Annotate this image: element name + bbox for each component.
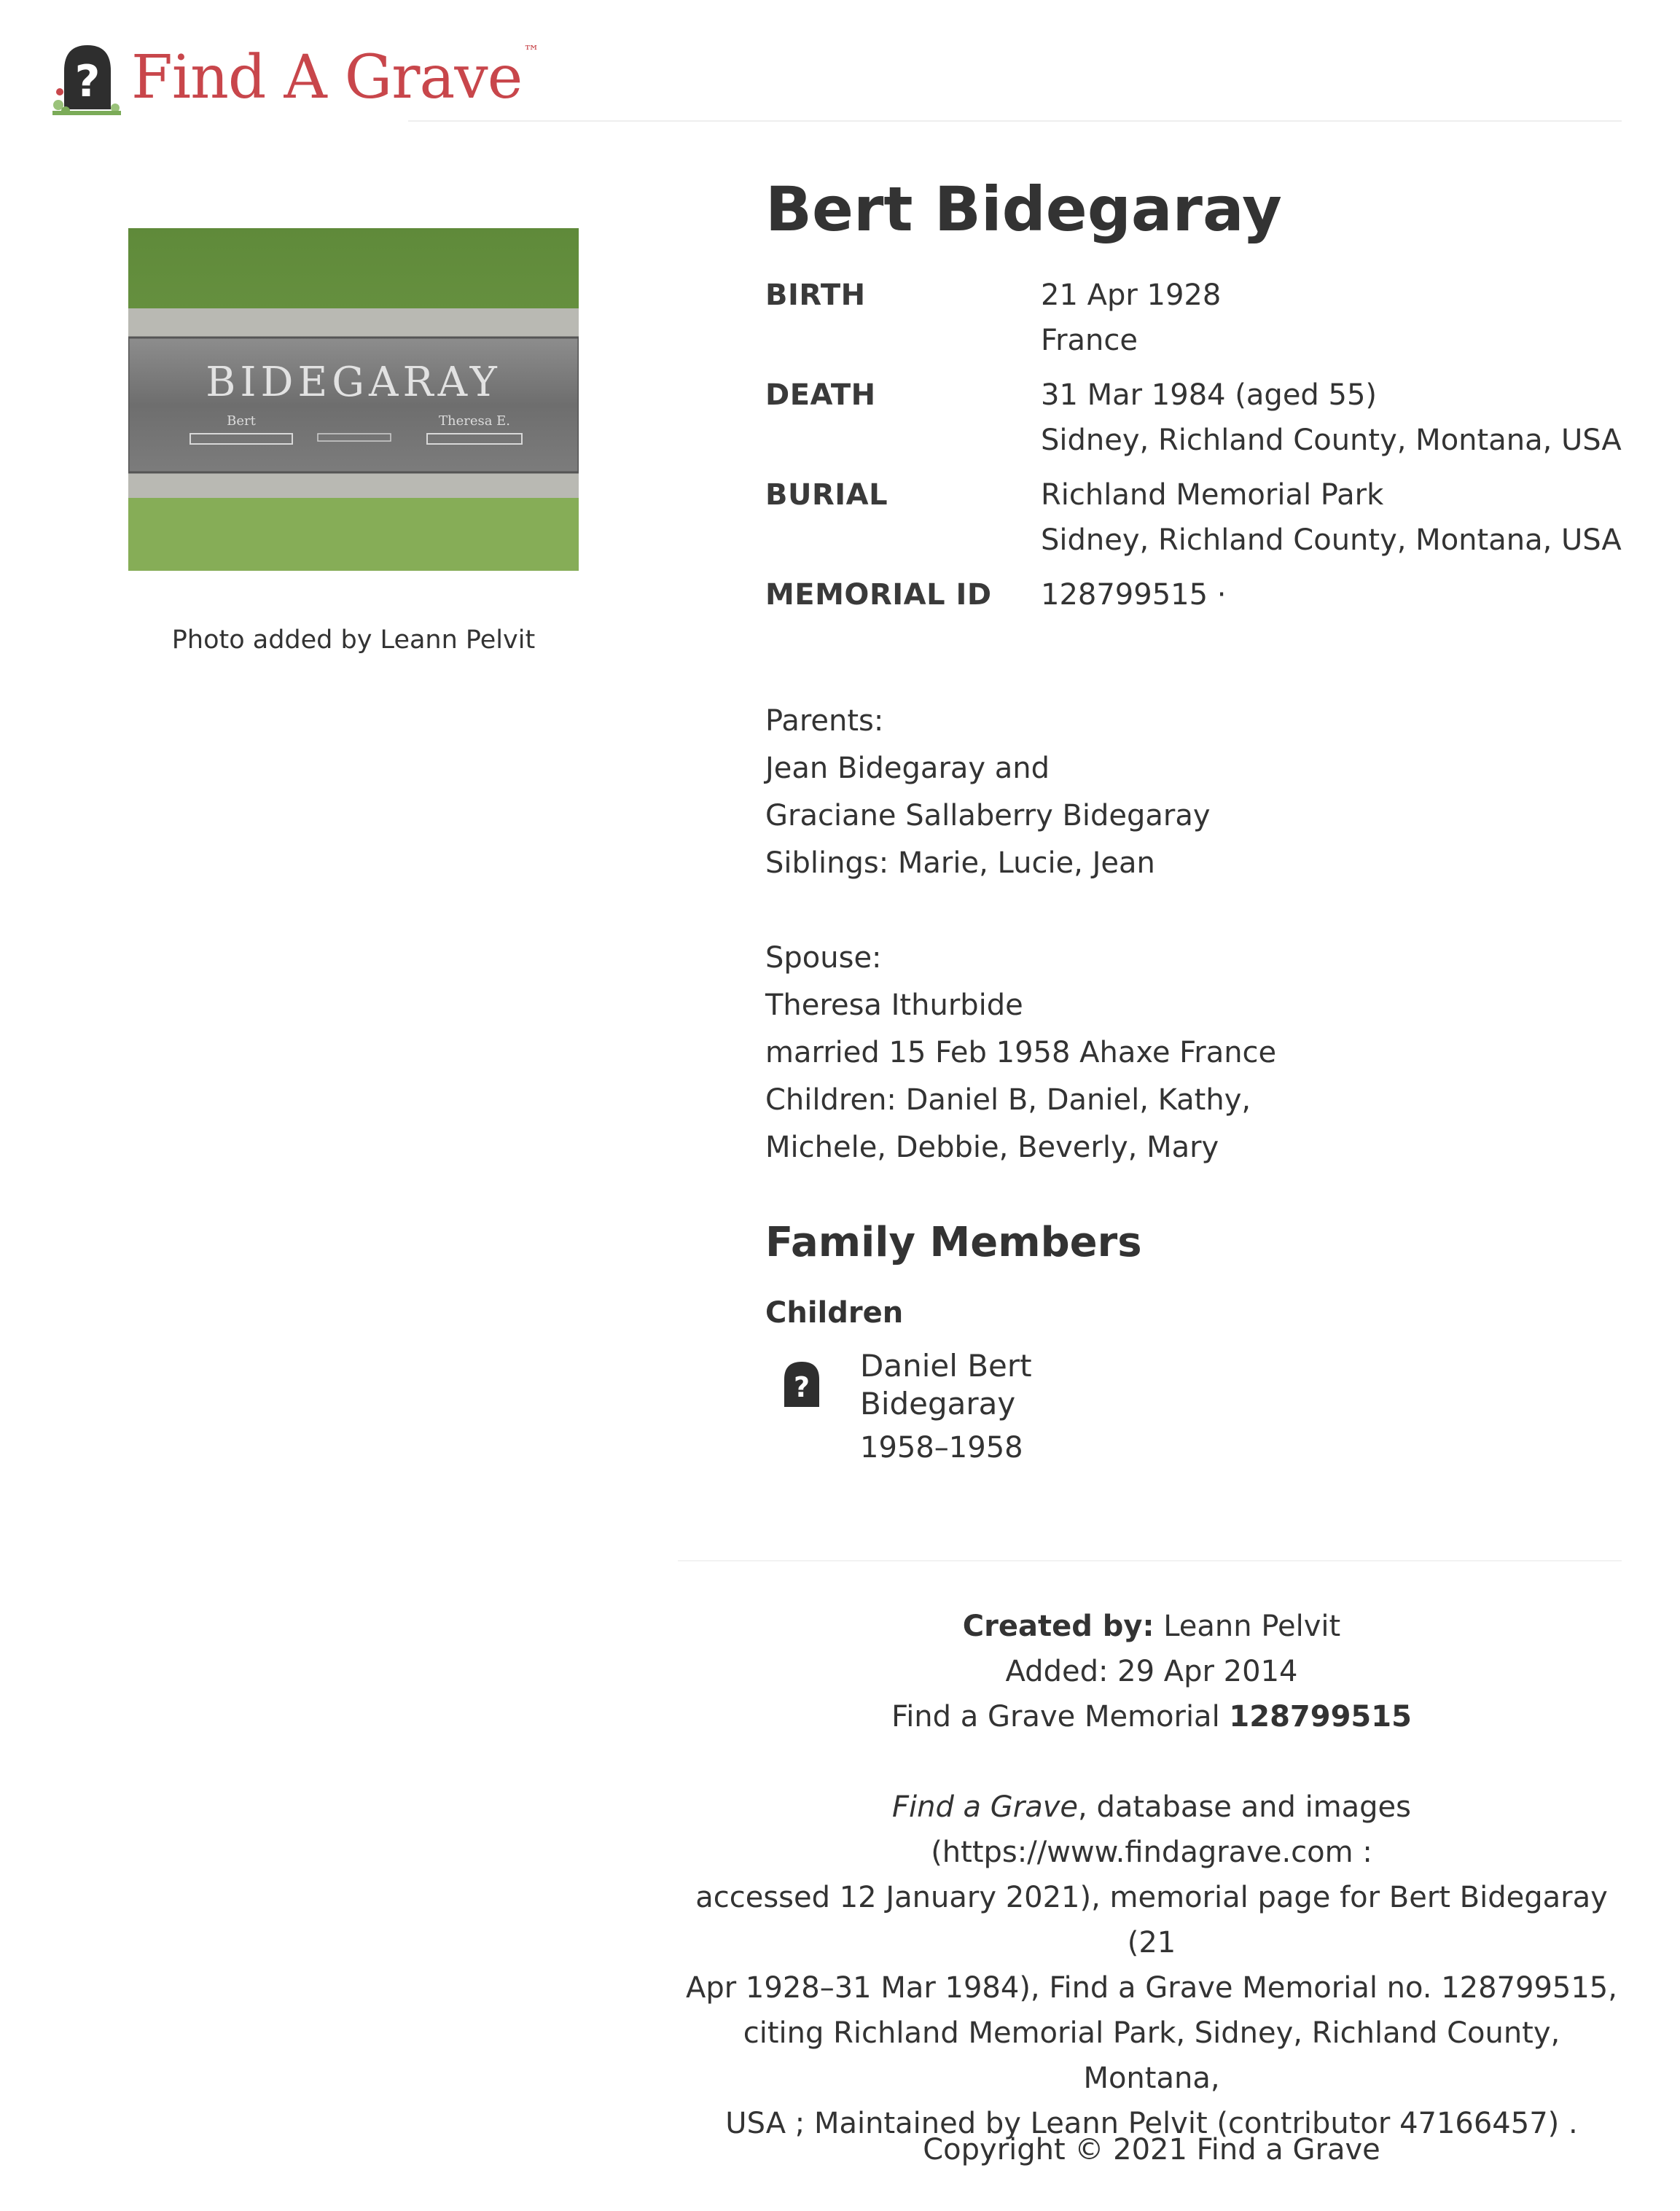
bio-parents-block <box>765 698 1211 887</box>
logo-text: Find A Grave <box>131 43 523 112</box>
citation-italic: Find a Grave <box>891 1790 1079 1824</box>
svg-text:?: ? <box>74 56 101 107</box>
bio-line: married 15 Feb 1958 Ahaxe France <box>765 1036 1277 1069</box>
death-label: DEATH <box>765 378 876 412</box>
grave-question-icon <box>50 38 122 118</box>
memorial-id-value: 128799515 · <box>1041 578 1227 612</box>
bio-spouse-block <box>765 935 1276 1171</box>
bio-line: Siblings: Marie, Lucie, Jean <box>765 846 1155 880</box>
section-divider <box>678 1560 1622 1561</box>
memorial-id-label: MEMORIAL ID <box>765 578 992 612</box>
citation <box>678 1785 1625 2146</box>
trademark-mark: ™ <box>523 43 539 61</box>
grave-question-icon <box>780 1359 824 1410</box>
burial-cemetery-link[interactable]: Richland Memorial Park <box>1041 478 1384 512</box>
bio-line: Parents: <box>765 704 884 738</box>
burial-place: Sidney, Richland County, Montana, USA <box>1041 523 1622 557</box>
citation-text: , database and images (https://www.findagrave.com : <box>931 1790 1412 1869</box>
birth-value <box>1041 273 1221 363</box>
created-by-value[interactable]: Leann Pelvit <box>1163 1610 1341 1643</box>
memorial-number-label: Find a Grave Memorial <box>891 1700 1220 1734</box>
added-date: Added: 29 Apr 2014 <box>1005 1655 1298 1688</box>
header-divider <box>408 120 1622 122</box>
child-name <box>860 1347 1032 1423</box>
death-value <box>1041 373 1622 463</box>
bio-line: Graciane Sallaberry Bidegaray <box>765 799 1211 832</box>
citation-line: citing Richland Memorial Park, Sidney, Richland County, Montana, <box>743 2016 1560 2095</box>
bio-line: Children: Daniel B, Daniel, Kathy, <box>765 1083 1251 1117</box>
citation-line <box>678 1785 1625 1875</box>
children-heading: Children <box>765 1296 904 1330</box>
bio-line: Michele, Debbie, Beverly, Mary <box>765 1131 1219 1164</box>
child-card[interactable] <box>765 1347 1130 1478</box>
citation-line: accessed 12 January 2021), memorial page for Bert Bidegaray (21 <box>695 1881 1608 1960</box>
memorial-photo[interactable] <box>128 228 579 571</box>
birth-date: 21 Apr 1928 <box>1041 278 1222 312</box>
death-date: 31 Mar 1984 (aged 55) <box>1041 378 1378 412</box>
burial-value <box>1041 472 1622 563</box>
burial-label: BURIAL <box>765 478 888 512</box>
bio-line: Theresa Ithurbide <box>765 988 1023 1022</box>
memorial-number-line <box>678 1694 1625 1739</box>
stone-surname: BIDEGARAY <box>206 359 501 406</box>
photo-caption: Photo added by Leann Pelvit <box>171 625 536 655</box>
birth-label: BIRTH <box>765 278 866 312</box>
birth-place: France <box>1041 324 1138 357</box>
child-years: 1958–1958 <box>860 1431 1023 1465</box>
bio-line: Jean Bidegaray and <box>765 752 1050 785</box>
child-name-line: Bidegaray <box>860 1386 1016 1422</box>
child-name-line: Daniel Bert <box>860 1348 1032 1384</box>
svg-text:?: ? <box>793 1371 810 1403</box>
memorial-number: 128799515 <box>1229 1700 1412 1734</box>
stone-left-name: Bert <box>227 413 256 429</box>
created-by-label: Created by: <box>962 1610 1154 1643</box>
copyright: Copyright © 2021 Find a Grave <box>923 2133 1380 2167</box>
stone-right-name: Theresa E. <box>438 413 511 429</box>
memorial-name: Bert Bidegaray <box>765 173 1282 245</box>
citation-line: Apr 1928–31 Mar 1984), Find a Grave Memorial no. 128799515, <box>686 1971 1617 2005</box>
created-by-line <box>678 1604 1625 1649</box>
citation-line: USA ; Maintained by Leann Pelvit (contributor 47166457) . <box>725 2107 1578 2140</box>
family-members-heading: Family Members <box>765 1219 1142 1266</box>
bio-line: Spouse: <box>765 941 882 975</box>
gravestone-photo-image <box>128 228 579 571</box>
death-place: Sidney, Richland County, Montana, USA <box>1041 424 1622 457</box>
find-a-grave-logo[interactable] <box>50 38 539 118</box>
